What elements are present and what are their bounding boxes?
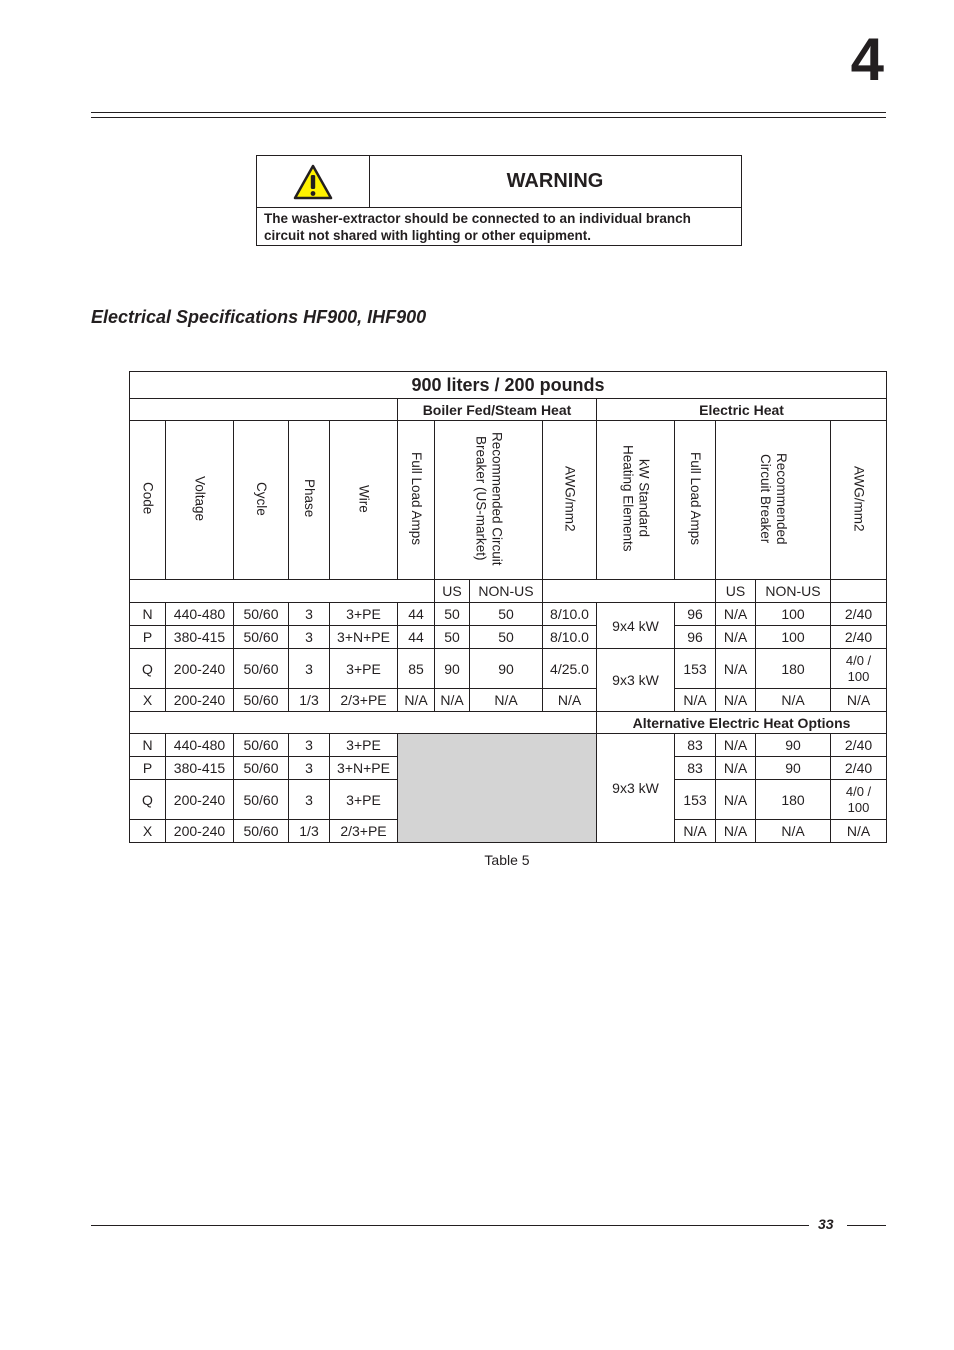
- sub-blank: [130, 580, 435, 603]
- cell-e-awg: 2/40: [831, 626, 887, 649]
- table-row: [130, 626, 887, 649]
- cell-wire: 2/3+PE: [330, 820, 398, 843]
- cell-code: Q: [130, 780, 166, 820]
- cell-e-non-us: N/A: [756, 820, 831, 843]
- cell-code: P: [130, 757, 166, 780]
- cell-phase: 3: [289, 780, 330, 820]
- cell-awg: 8/10.0: [543, 626, 597, 649]
- header-electric-breaker: Recommended Circuit Breaker: [716, 421, 831, 580]
- sub-us: US: [435, 580, 470, 603]
- cell-phase: 1/3: [289, 820, 330, 843]
- cell-e-fla: 96: [675, 603, 716, 626]
- cell-kw-group: 9x3 kW: [597, 649, 675, 712]
- cell-e-awg: N/A: [831, 820, 887, 843]
- header-phase: Phase: [289, 421, 330, 580]
- cell-voltage: 440-480: [166, 734, 234, 757]
- cell-kw-group: 9x4 kW: [597, 603, 675, 649]
- cell-voltage: 380-415: [166, 626, 234, 649]
- cell-e-fla: 153: [675, 780, 716, 820]
- cell-e-awg: 4/0 / 100: [831, 780, 887, 820]
- cell-fla: 85: [398, 649, 435, 689]
- cell-fla: 44: [398, 603, 435, 626]
- header-boiler-awg: AWG/mm2: [543, 421, 597, 580]
- cell-e-awg: 2/40: [831, 757, 887, 780]
- table-caption: Table 5: [484, 852, 530, 868]
- header-rule-secondary: [91, 117, 886, 118]
- cell-code: Q: [130, 649, 166, 689]
- header-wire: Wire: [330, 421, 398, 580]
- cell-wire: 2/3+PE: [330, 689, 398, 712]
- cell-us: 50: [435, 603, 470, 626]
- header-boiler-breaker: Recommended Circuit Breaker (US-market): [435, 421, 543, 580]
- sub-us-electric: US: [716, 580, 756, 603]
- cell-awg: 4/25.0: [543, 649, 597, 689]
- header-voltage: Voltage: [166, 421, 234, 580]
- cell-e-us: N/A: [716, 734, 756, 757]
- cell-phase: 3: [289, 734, 330, 757]
- cell-fla: N/A: [398, 689, 435, 712]
- cell-cycle: 50/60: [234, 820, 289, 843]
- cell-phase: 3: [289, 649, 330, 689]
- page-number: 33: [818, 1216, 834, 1232]
- cell-e-non-us: 90: [756, 734, 831, 757]
- cell-voltage: 380-415: [166, 757, 234, 780]
- footer-rule: [91, 1225, 809, 1226]
- header-rule: [91, 112, 886, 113]
- shaded-block: [398, 734, 597, 843]
- group-alternative: Alternative Electric Heat Options: [597, 712, 887, 734]
- cell-non-us: 50: [470, 626, 543, 649]
- sub-non-us-electric: NON-US: [756, 580, 831, 603]
- cell-e-fla: 96: [675, 626, 716, 649]
- cell-voltage: 440-480: [166, 603, 234, 626]
- electrical-spec-table: [129, 371, 887, 843]
- warning-text: The washer-extractor should be connected to an individual branch circuit not shared with lighting or other equipment.: [264, 211, 691, 243]
- header-kw: kW Standard Heating Elements: [597, 421, 675, 580]
- cell-e-us: N/A: [716, 689, 756, 712]
- header-cycle: Cycle: [234, 421, 289, 580]
- cell-awg: 8/10.0: [543, 603, 597, 626]
- cell-e-awg: 2/40: [831, 603, 887, 626]
- cell-us: 90: [435, 649, 470, 689]
- group-boiler: Boiler Fed/Steam Heat: [398, 399, 597, 421]
- cell-e-awg: 2/40: [831, 734, 887, 757]
- cell-e-awg: N/A: [831, 689, 887, 712]
- cell-fla: 44: [398, 626, 435, 649]
- cell-cycle: 50/60: [234, 734, 289, 757]
- cell-code: N: [130, 603, 166, 626]
- cell-non-us: 50: [470, 603, 543, 626]
- cell-e-us: N/A: [716, 757, 756, 780]
- cell-wire: 3+PE: [330, 734, 398, 757]
- sub-blank-2: [543, 580, 716, 603]
- group-blank: [130, 399, 398, 421]
- cell-e-fla: N/A: [675, 820, 716, 843]
- cell-awg: N/A: [543, 689, 597, 712]
- warning-title: WARNING: [369, 156, 741, 208]
- cell-wire: 3+N+PE: [330, 757, 398, 780]
- table-row: [130, 734, 887, 757]
- cell-voltage: 200-240: [166, 820, 234, 843]
- cell-cycle: 50/60: [234, 626, 289, 649]
- sub-blank-3: [831, 580, 887, 603]
- header-electric-fla: Full Load Amps: [675, 421, 716, 580]
- footer-rule-right: [847, 1225, 886, 1226]
- cell-cycle: 50/60: [234, 649, 289, 689]
- table-row: [130, 649, 887, 689]
- section-title: Electrical Specifications HF900, IHF900: [91, 307, 427, 327]
- cell-code: N: [130, 734, 166, 757]
- cell-code: X: [130, 820, 166, 843]
- cell-e-non-us: 100: [756, 626, 831, 649]
- cell-voltage: 200-240: [166, 780, 234, 820]
- cell-wire: 3+PE: [330, 603, 398, 626]
- cell-wire: 3+N+PE: [330, 626, 398, 649]
- cell-wire: 3+PE: [330, 780, 398, 820]
- cell-e-fla: 83: [675, 757, 716, 780]
- cell-non-us: N/A: [470, 689, 543, 712]
- cell-wire: 3+PE: [330, 649, 398, 689]
- cell-voltage: 200-240: [166, 649, 234, 689]
- header-electric-awg: AWG/mm2: [831, 421, 887, 580]
- cell-e-us: N/A: [716, 626, 756, 649]
- table-title: 900 liters / 200 pounds: [130, 372, 887, 399]
- cell-e-us: N/A: [716, 603, 756, 626]
- cell-kw-group: 9x3 kW: [597, 734, 675, 843]
- header-code: Code: [130, 421, 166, 580]
- table-row: [130, 603, 887, 626]
- cell-e-fla: 83: [675, 734, 716, 757]
- warning-icon-cell: [257, 156, 370, 208]
- cell-e-fla: N/A: [675, 689, 716, 712]
- cell-phase: 3: [289, 603, 330, 626]
- cell-us: N/A: [435, 689, 470, 712]
- cell-cycle: 50/60: [234, 757, 289, 780]
- table-row: [130, 689, 887, 712]
- cell-e-fla: 153: [675, 649, 716, 689]
- cell-e-non-us: 180: [756, 780, 831, 820]
- header-boiler-fla: Full Load Amps: [398, 421, 435, 580]
- cell-e-non-us: 100: [756, 603, 831, 626]
- cell-e-us: N/A: [716, 649, 756, 689]
- cell-us: 50: [435, 626, 470, 649]
- cell-phase: 3: [289, 757, 330, 780]
- cell-non-us: 90: [470, 649, 543, 689]
- cell-e-awg: 4/0 / 100: [831, 649, 887, 689]
- group-electric: Electric Heat: [597, 399, 887, 421]
- cell-phase: 3: [289, 626, 330, 649]
- sub-non-us: NON-US: [470, 580, 543, 603]
- cell-code: P: [130, 626, 166, 649]
- cell-voltage: 200-240: [166, 689, 234, 712]
- cell-cycle: 50/60: [234, 689, 289, 712]
- cell-e-non-us: N/A: [756, 689, 831, 712]
- warning-box: [256, 155, 742, 246]
- chapter-number: 4: [850, 26, 884, 93]
- cell-e-us: N/A: [716, 820, 756, 843]
- cell-e-us: N/A: [716, 780, 756, 820]
- cell-phase: 1/3: [289, 689, 330, 712]
- cell-cycle: 50/60: [234, 780, 289, 820]
- cell-e-non-us: 180: [756, 649, 831, 689]
- cell-code: X: [130, 689, 166, 712]
- cell-cycle: 50/60: [234, 603, 289, 626]
- warning-triangle-icon: [293, 164, 333, 200]
- cell-e-non-us: 90: [756, 757, 831, 780]
- alt-blank: [130, 712, 597, 734]
